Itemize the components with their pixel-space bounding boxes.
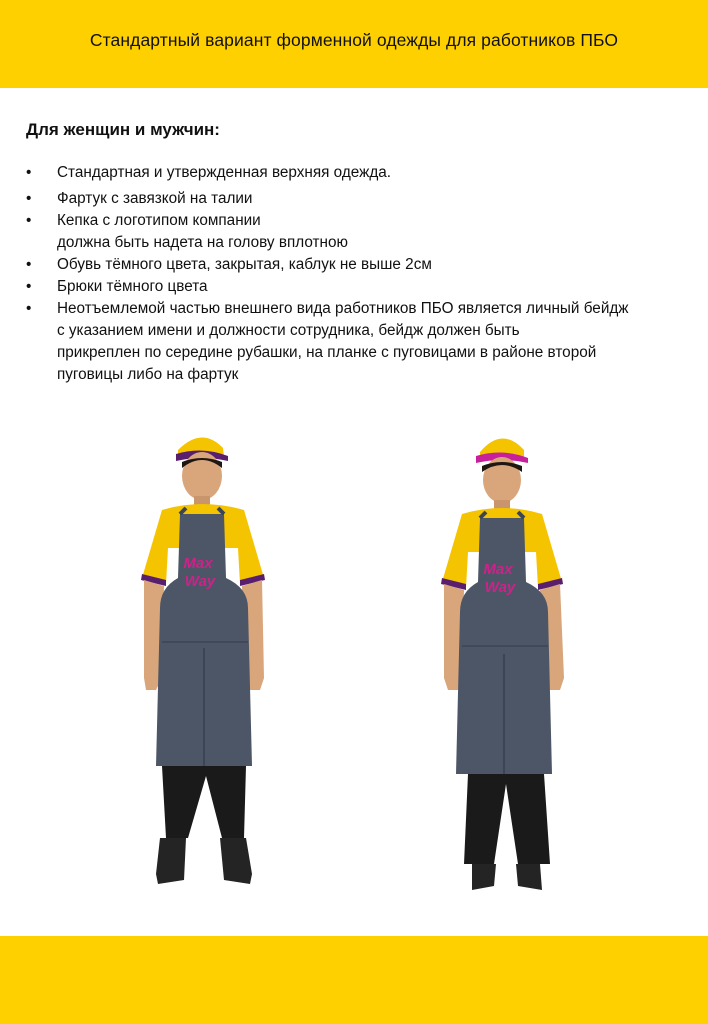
section-heading: Для женщин и мужчин: [26, 120, 220, 139]
list-item-text: должна быть надета на голову вплотною [57, 234, 348, 251]
right-shoe [220, 838, 252, 884]
list-item [26, 210, 691, 254]
list-item [26, 254, 691, 276]
list-item-text: пуговицы либо на фартук [57, 366, 239, 383]
list-item [26, 162, 691, 184]
female-uniform-photo [432, 428, 582, 898]
apron-logo-line2: Way [484, 579, 516, 596]
male-uniform-photo [128, 428, 278, 898]
apron-logo-line1: Max [183, 555, 213, 572]
list-item-text: Стандартная и утвержденная верхняя одежда. [57, 164, 392, 181]
footer-band [0, 936, 708, 1024]
list-item [26, 276, 691, 298]
apron-logo-line2: Way [184, 573, 216, 590]
header-band [0, 0, 708, 88]
list-item-text: Кепка с логотипом компании [57, 212, 261, 229]
page-title: Стандартный вариант форменной одежды для работников ПБО [89, 29, 619, 50]
list-item-text: прикреплен по середине рубашки, на планке с пуговицами в районе второй [57, 344, 597, 361]
list-item-text: с указанием имени и должности сотрудника, бейдж должен быть [57, 322, 520, 339]
pants [162, 766, 246, 838]
left-shoe [472, 864, 496, 890]
bullet-icon: • [26, 164, 32, 181]
bullet-icon: • [26, 300, 32, 317]
pants [464, 774, 550, 864]
list-item-text: Неотъемлемой частью внешнего вида работников ПБО является личный бейдж [57, 300, 629, 317]
list-item [26, 298, 691, 386]
apron-logo-line1: Max [483, 561, 513, 578]
requirements-list [26, 162, 691, 386]
bullet-icon: • [26, 212, 32, 229]
list-item [26, 188, 691, 210]
right-shoe [516, 864, 542, 890]
left-shoe [156, 838, 186, 884]
bullet-icon: • [26, 190, 32, 207]
list-item-text: Фартук с завязкой на талии [57, 190, 253, 207]
list-item-text: Обувь тёмного цвета, закрытая, каблук не выше 2см [57, 256, 432, 273]
bullet-icon: • [26, 256, 32, 273]
list-item-text: Брюки тёмного цвета [57, 278, 208, 295]
bullet-icon: • [26, 278, 32, 295]
